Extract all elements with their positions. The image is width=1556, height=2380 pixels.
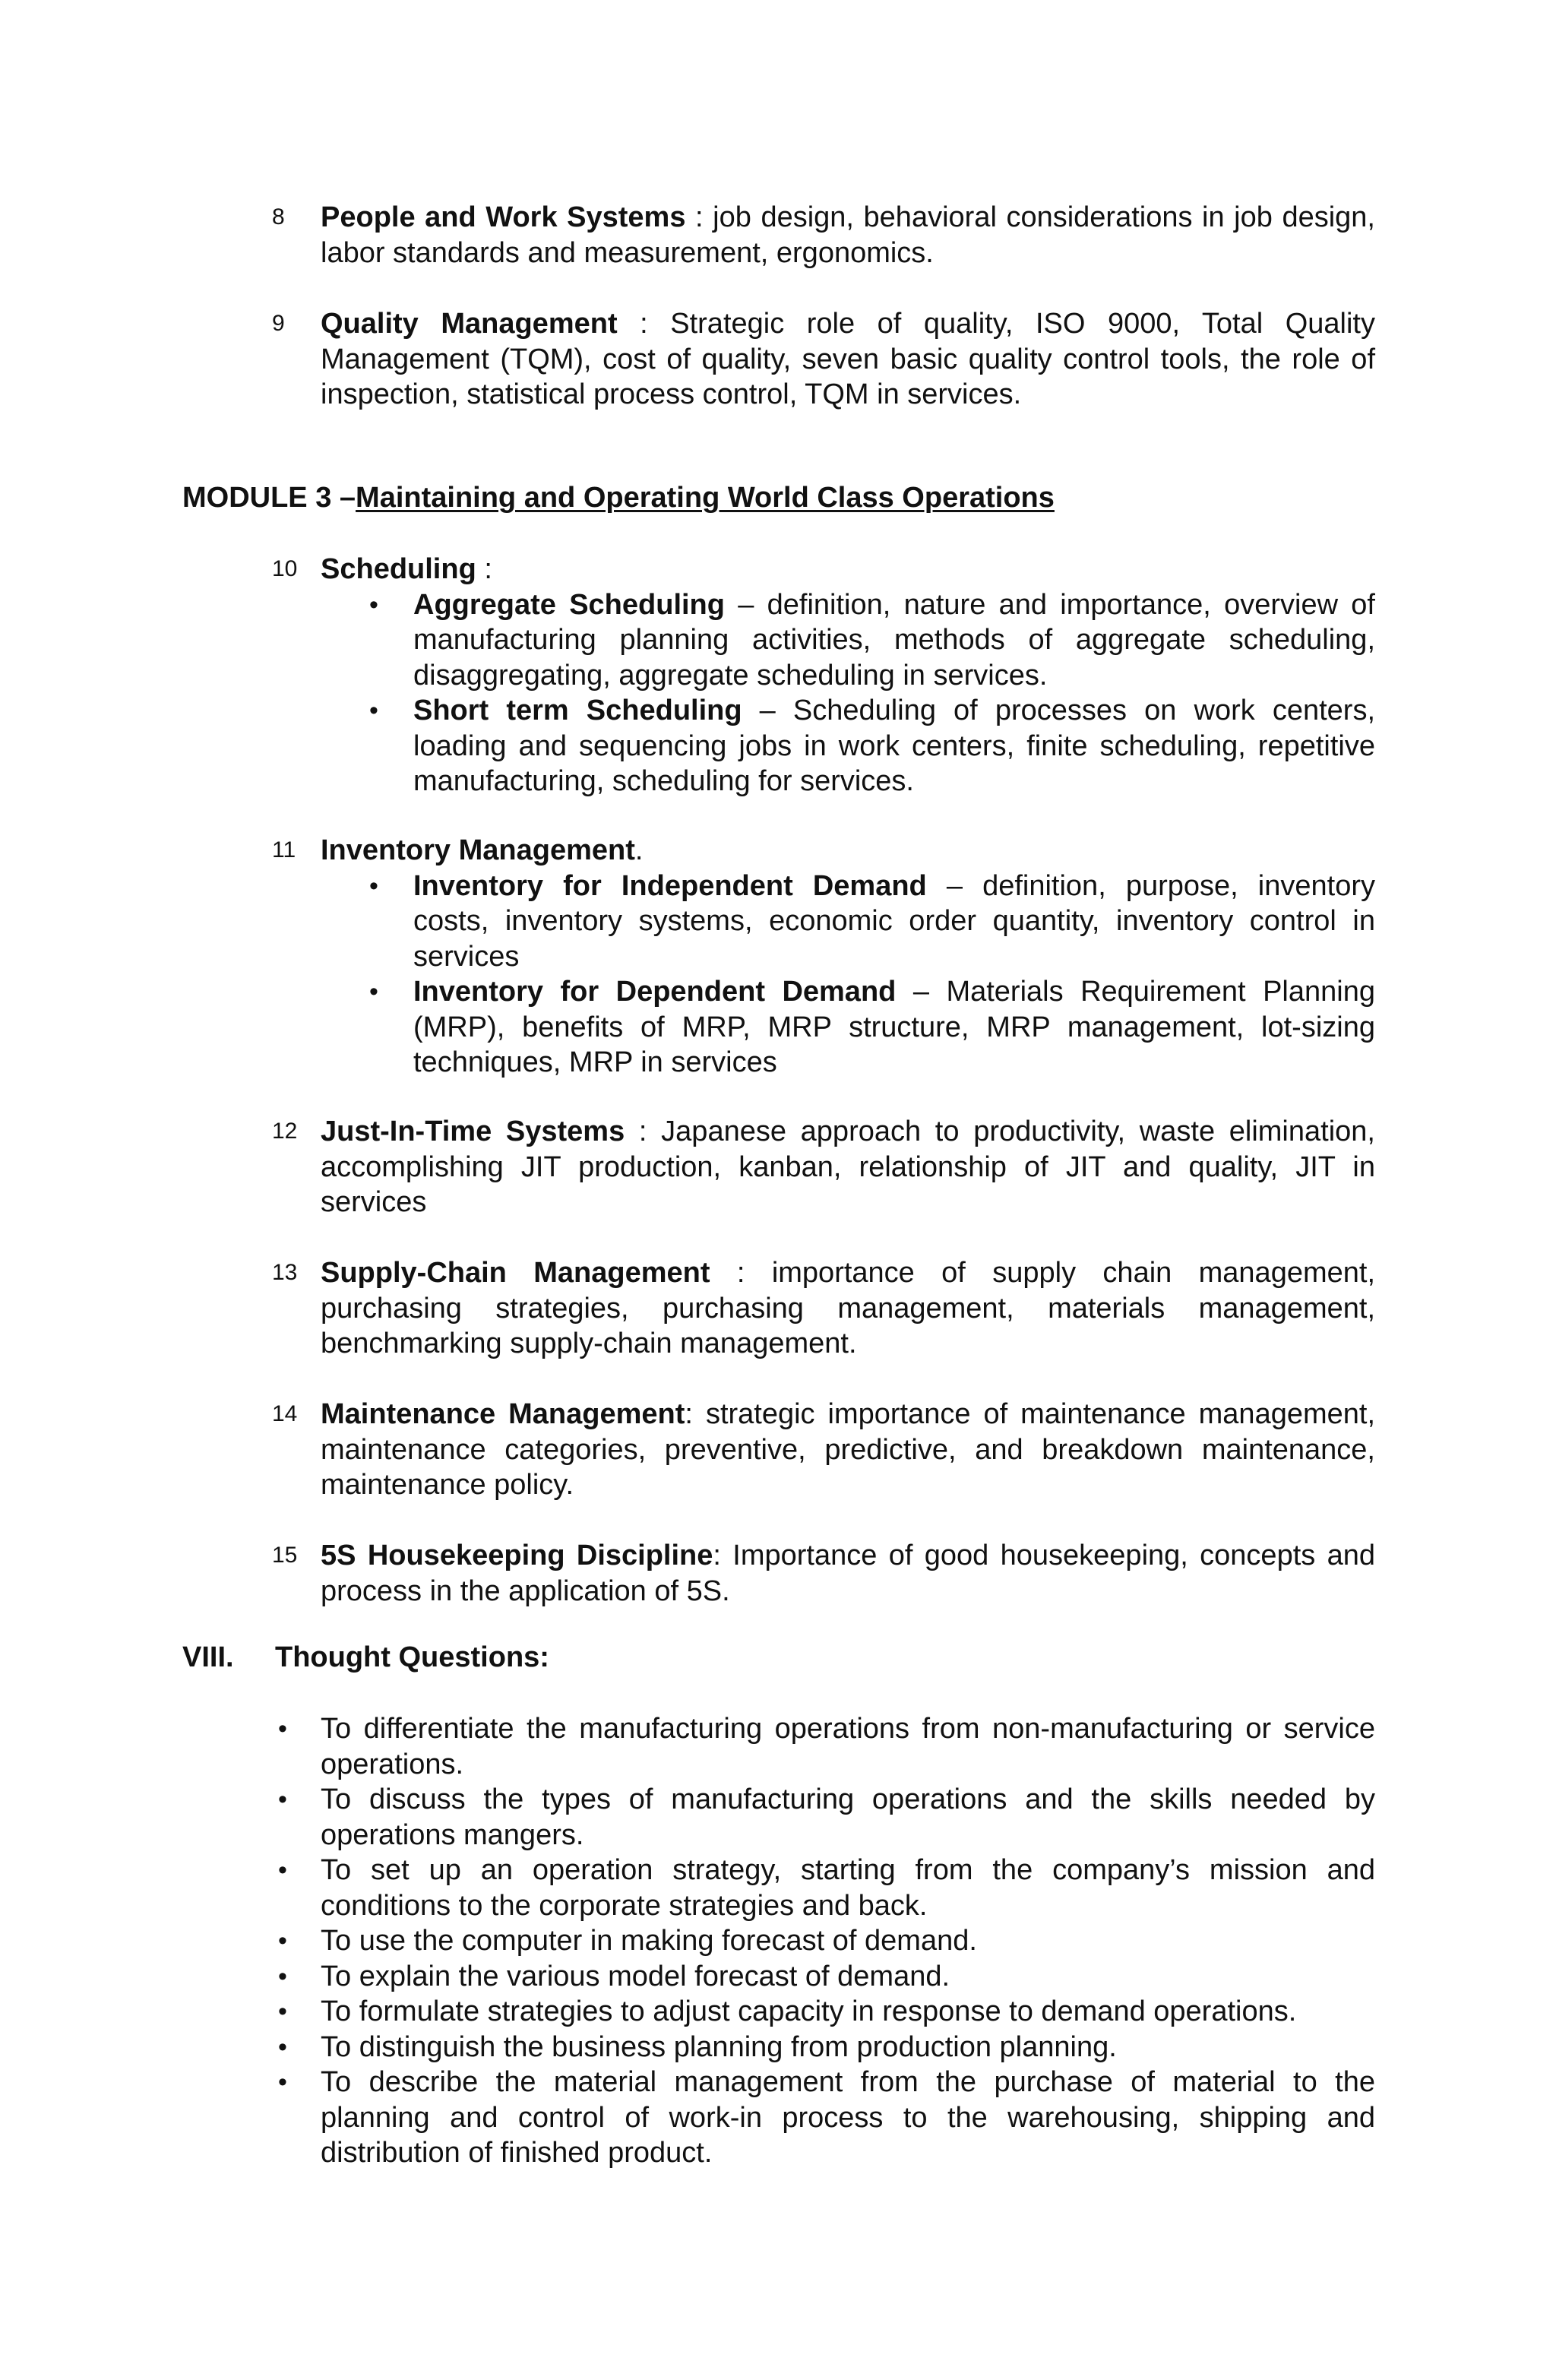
topic-description: importance of supply chain management, purchasing strategies, purchasing management, materials management, benchmarking supply-chain management. — [321, 1257, 1375, 1359]
question-text: To differentiate the manufacturing operations from non-manufacturing or service operations. — [321, 1713, 1375, 1780]
bullet-text: – definition, purpose, inventory costs, inventory systems, economic order quantity, inventory control in services — [413, 869, 1375, 973]
question-item — [275, 1994, 1375, 2030]
topic-text — [321, 1538, 1375, 1609]
topic-number: 9 — [272, 311, 285, 336]
question-item — [275, 2065, 1375, 2171]
module-heading — [182, 480, 1055, 515]
question-text: To discuss the types of manufacturing operations and the skills needed by operations mangers. — [321, 1783, 1375, 1851]
topic-text — [321, 552, 1375, 799]
topic-separator: : — [710, 1257, 772, 1289]
topic-title: Scheduling — [321, 553, 476, 585]
bullet-icon: • — [369, 977, 378, 1006]
topic-text — [321, 306, 1375, 413]
topic-number: 14 — [272, 1401, 298, 1426]
bullet-text: – definition, nature and importance, overview of manufacturing planning activities, methods of aggregate scheduling, disaggregating, aggregate scheduling in services. — [413, 588, 1375, 692]
bullet-icon: • — [278, 1714, 287, 1743]
topic-text — [321, 1114, 1375, 1220]
bullet-title: Inventory for Dependent Demand — [413, 976, 897, 1008]
topic-separator: : — [685, 201, 713, 233]
question-text: To distinguish the business planning from production planning. — [321, 2030, 1117, 2063]
bullet-icon: • — [278, 1856, 287, 1885]
topic-description: Japanese approach to productivity, waste elimination, accomplishing JIT production, kanban, relationship of JIT and quality, JIT in services — [321, 1116, 1375, 1218]
topic-text — [321, 1397, 1375, 1503]
topic-description: Importance of good housekeeping, concepts and process in the application of 5S. — [321, 1540, 1375, 1607]
topic-number: 11 — [272, 837, 296, 862]
bullet-icon: • — [369, 696, 378, 725]
topic-separator: : — [617, 308, 671, 340]
topic-text — [321, 1255, 1375, 1362]
bullet-icon: • — [369, 871, 378, 900]
bullet-icon: • — [278, 2032, 287, 2062]
bullet-title: Short term Scheduling — [413, 695, 742, 726]
bullet-icon: • — [278, 1997, 287, 2026]
question-text: To use the computer in making forecast of demand. — [321, 1925, 977, 1957]
module-prefix: MODULE 3 – — [182, 482, 356, 514]
topic-title: Just-In-Time Systems — [321, 1116, 625, 1147]
bullet-icon: • — [278, 1785, 287, 1814]
bullet-item — [369, 587, 1375, 694]
bullet-icon: • — [278, 1926, 287, 1955]
module-title: Maintaining and Operating World Class Operations — [356, 482, 1055, 514]
topic-separator: . — [634, 834, 644, 866]
question-item — [275, 2030, 1375, 2065]
topic-separator: : — [713, 1540, 733, 1571]
topic-number: 12 — [272, 1119, 298, 1144]
topic-separator: : — [476, 553, 492, 585]
question-item — [275, 1959, 1375, 1995]
topic-text — [321, 200, 1375, 271]
bullet-text: – Materials Requirement Planning (MRP), benefits of MRP, MRP structure, MRP management, lot-sizing techniques, MRP in services — [413, 976, 1375, 1078]
topic-title: 5S Housekeeping Discipline — [321, 1540, 713, 1571]
bullet-item — [369, 693, 1376, 799]
question-text: To describe the material management from the purchase of material to the planning and control of work-in process to the warehousing, shipping and distribution of finished product. — [321, 2066, 1375, 2169]
question-item — [275, 1782, 1375, 1853]
bullet-text: – Scheduling of processes on work centers, loading and sequencing jobs in work centers, finite scheduling, repetitive manufacturing, scheduling for services. — [413, 695, 1376, 797]
section-number: VIII. — [182, 1641, 234, 1673]
topic-separator: : — [625, 1116, 662, 1147]
topic-title: Quality Management — [321, 308, 618, 340]
topic-description: strategic importance of maintenance management, maintenance categories, preventive, predictive, and breakdown maintenance, maintenance policy. — [321, 1398, 1376, 1501]
bullet-icon: • — [278, 1961, 287, 1991]
thought-questions-list — [275, 1711, 1375, 2171]
bullet-title: Aggregate Scheduling — [413, 588, 725, 621]
topic-number: 13 — [272, 1260, 298, 1285]
topic-number: 15 — [272, 1543, 298, 1568]
section-title: Thought Questions: — [275, 1641, 549, 1673]
bullet-item — [369, 869, 1375, 975]
topic-title: People and Work Systems — [321, 201, 686, 233]
bullet-icon: • — [369, 590, 378, 619]
question-text: To set up an operation strategy, starting from the company’s mission and conditions to the corporate strategies and back. — [321, 1854, 1375, 1922]
question-item — [275, 1711, 1375, 1782]
topic-title: Supply-Chain Management — [321, 1257, 710, 1289]
bullet-icon: • — [278, 2068, 287, 2097]
question-item — [275, 1923, 1375, 1959]
question-text: To formulate strategies to adjust capacity in response to demand operations. — [321, 1995, 1297, 2027]
topic-description: Strategic role of quality, ISO 9000, Total Quality Management (TQM), cost of quality, seven basic quality control tools, the role of inspection, statistical process control, TQM in services. — [321, 308, 1375, 410]
topic-number: 8 — [272, 204, 285, 229]
topic-separator: : — [685, 1398, 706, 1430]
bullet-item — [369, 974, 1375, 1081]
topic-title: Inventory Management — [321, 834, 635, 866]
bullet-title: Inventory for Independent Demand — [413, 869, 927, 902]
topic-title: Maintenance Management — [321, 1398, 685, 1430]
topic-description: job design, behavioral considerations in job design, labor standards and measurement, ergonomics. — [321, 201, 1375, 269]
topic-text — [321, 833, 1375, 1081]
question-item — [275, 1853, 1375, 1923]
topic-number: 10 — [272, 556, 298, 581]
question-text: To explain the various model forecast of demand. — [321, 1960, 950, 1992]
